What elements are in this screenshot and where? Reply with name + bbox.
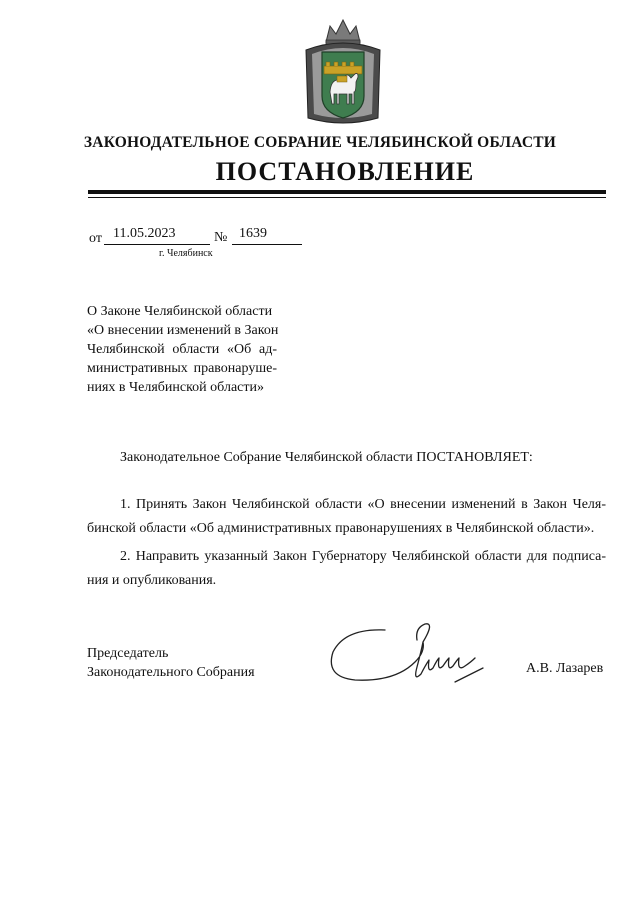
header-divider-thin bbox=[88, 197, 606, 198]
decree-statement: Законодательное Собрание Челябинской области ПОСТАНОВЛЯЕТ: bbox=[120, 450, 533, 465]
subject-line: ниях в Челябинской области» bbox=[87, 380, 264, 395]
signatory-position bbox=[87, 644, 255, 682]
handwritten-signature bbox=[325, 622, 505, 702]
subject-line: «О внесении изменений в Закон bbox=[87, 323, 279, 338]
city-label: г. Челябинск bbox=[159, 248, 213, 259]
number-prefix: № bbox=[214, 230, 228, 245]
position-line: Председатель bbox=[87, 646, 169, 661]
crown-icon bbox=[326, 20, 360, 42]
header-divider-thick bbox=[88, 190, 606, 194]
position-line: Законодательного Собрания bbox=[87, 665, 255, 680]
number-underline bbox=[232, 244, 302, 245]
document-type: ПОСТАНОВЛЕНИЕ bbox=[215, 157, 475, 186]
subject-line: О Законе Челябинской области bbox=[87, 304, 273, 319]
subject-line: министративных правонаруше- bbox=[87, 361, 277, 376]
document-subject bbox=[87, 302, 277, 397]
paragraph-2 bbox=[87, 545, 606, 593]
paragraph-1 bbox=[87, 493, 606, 541]
paragraph-line: ния и опубликования. bbox=[87, 573, 217, 588]
paragraph-line: 1. Принять Закон Челябинской области «О внесении изменений в Закон Челя- bbox=[120, 497, 606, 512]
coat-of-arms-emblem bbox=[300, 14, 386, 126]
date-underline bbox=[104, 244, 210, 245]
paragraph-line: 2. Направить указанный Закон Губернатору Челябинской области для подписа- bbox=[120, 549, 606, 564]
document-date: 11.05.2023 bbox=[113, 226, 176, 241]
signatory-name: А.В. Лазарев bbox=[526, 661, 604, 676]
paragraph-line: бинской области «Об административных правонарушениях в Челябинской области». bbox=[87, 521, 595, 536]
organization-name: ЗАКОНОДАТЕЛЬНОЕ СОБРАНИЕ ЧЕЛЯБИНСКОЙ ОБЛАСТИ bbox=[83, 134, 557, 151]
document-number: 1639 bbox=[239, 226, 267, 241]
subject-line: Челябинской области «Об ад- bbox=[87, 342, 277, 357]
date-prefix: от bbox=[89, 231, 102, 246]
